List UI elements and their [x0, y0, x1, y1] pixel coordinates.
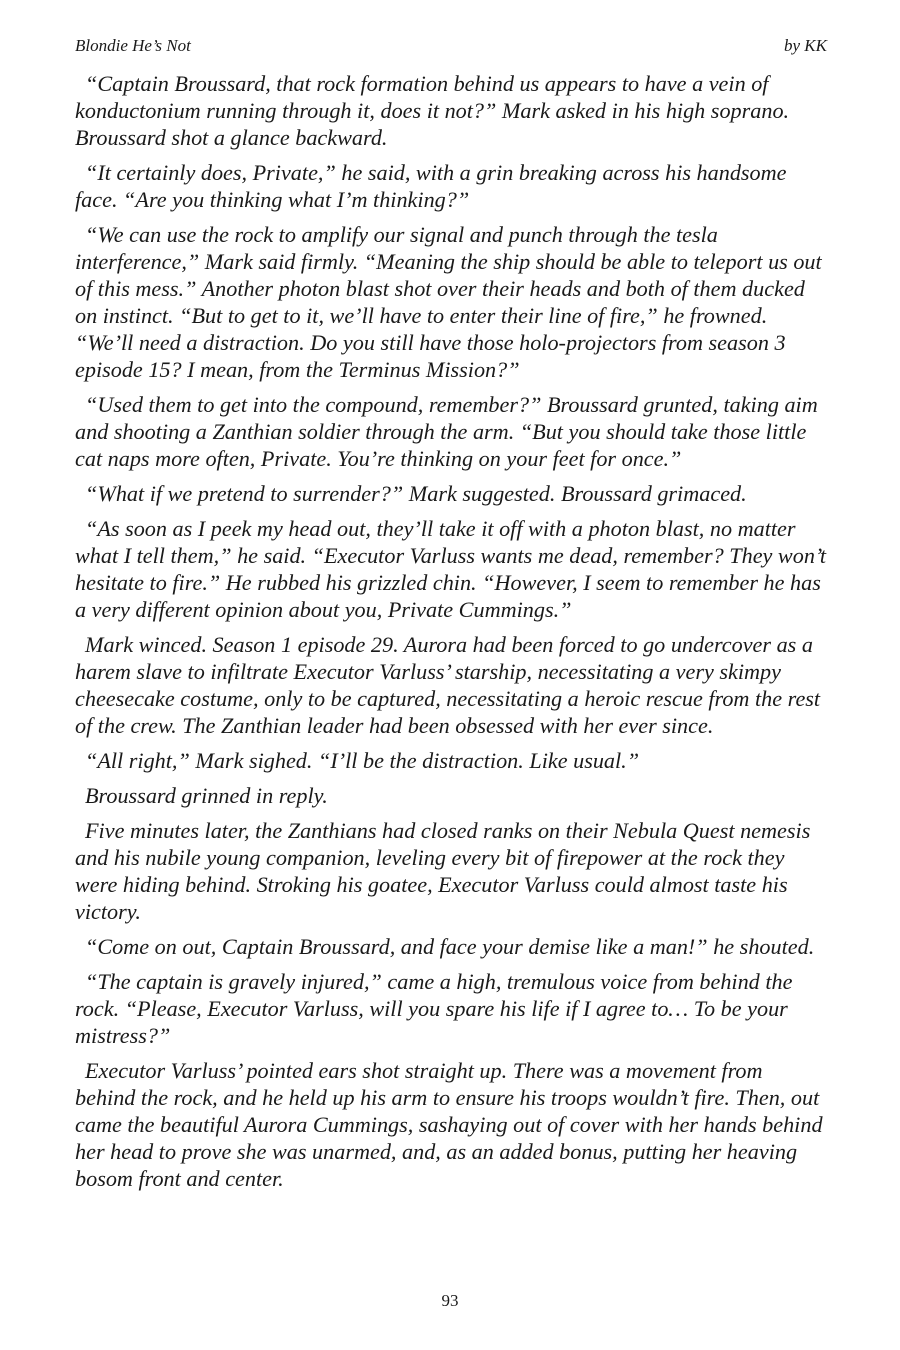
paragraph: Broussard grinned in reply. [85, 783, 328, 808]
paragraph: “What if we pretend to surrender?” Mark suggested. Broussard grimaced. [85, 481, 747, 506]
paragraph: “The captain is gravely injured,” came a high, tremulous voice from behind the rock. “Please, Executor Varluss, will you spare his life if I agree to… To be your mistress?” [75, 969, 793, 1048]
running-header [75, 36, 827, 56]
paragraph: “All right,” Mark sighed. “I’ll be the distraction. Like usual.” [85, 748, 640, 773]
paragraph: “Used them to get into the compound, remember?” Broussard grunted, taking aim and shooting a Zanthian soldier through the arm. “But you should take those little cat naps more often, Private. You’re thinking on your feet for once.” [75, 392, 818, 471]
paragraph: Five minutes later, the Zanthians had closed ranks on their Nebula Quest nemesis and his nubile young companion, leveling every bit of firepower at the rock they were hiding behind. Stroking his goatee, Executor Varluss could almost taste his victory. [75, 818, 811, 924]
body-text [75, 70, 827, 1200]
paragraph: Executor Varluss’ pointed ears shot straight up. There was a movement from behind the rock, and he held up his arm to ensure his troops wouldn’t fire. Then, out came the beautiful Aurora Cummings, sashaying out of cover with her hands behind her head to prove she was unarmed, and, as an added bonus, putting her heaving bosom front and center. [75, 1058, 823, 1191]
paragraph: “We can use the rock to amplify our signal and punch through the tesla interference,” Mark said firmly. “Meaning the ship should be able to teleport us out of this mess.” Another photon blast shot over their heads and both of them ducked on instinct. “But to get to it, we’ll have to enter their line of fire,” he frowned. “We’ll need a distraction. Do you still have those holo-projectors from season 3 episode 15? I mean, from the Terminus Mission?” [75, 222, 822, 382]
paragraph: “Come on out, Captain Broussard, and face your demise like a man!” he shouted. [85, 934, 815, 959]
paragraph: “As soon as I peek my head out, they’ll take it off with a photon blast, no matter what I tell them,” he said. “Executor Varluss wants me dead, remember? They won’t hesitate to fire.” He rubbed his grizzled chin. “However, I seem to remember he has a very different opinion about you, Private Cummings.” [75, 516, 827, 622]
paragraph: “It certainly does, Private,” he said, with a grin breaking across his handsome face. “Are you thinking what I’m thinking?” [75, 160, 787, 212]
book-title: Blondie He’s Not [75, 36, 191, 55]
paragraph: “Captain Broussard, that rock formation behind us appears to have a vein of konductonium running through it, does it not?” Mark asked in his high soprano. Broussard shot a glance backward. [75, 71, 790, 150]
paragraph: Mark winced. Season 1 episode 29. Aurora had been forced to go undercover as a harem slave to infiltrate Executor Varluss’ starship, necessitating a very skimpy cheesecake costume, only to be captured, necessitating a heroic rescue from the rest of the crew. The Zanthian leader had been obsessed with her ever since. [75, 632, 821, 738]
author-byline: by KK [784, 36, 827, 55]
page-number: 93 [441, 1291, 459, 1310]
